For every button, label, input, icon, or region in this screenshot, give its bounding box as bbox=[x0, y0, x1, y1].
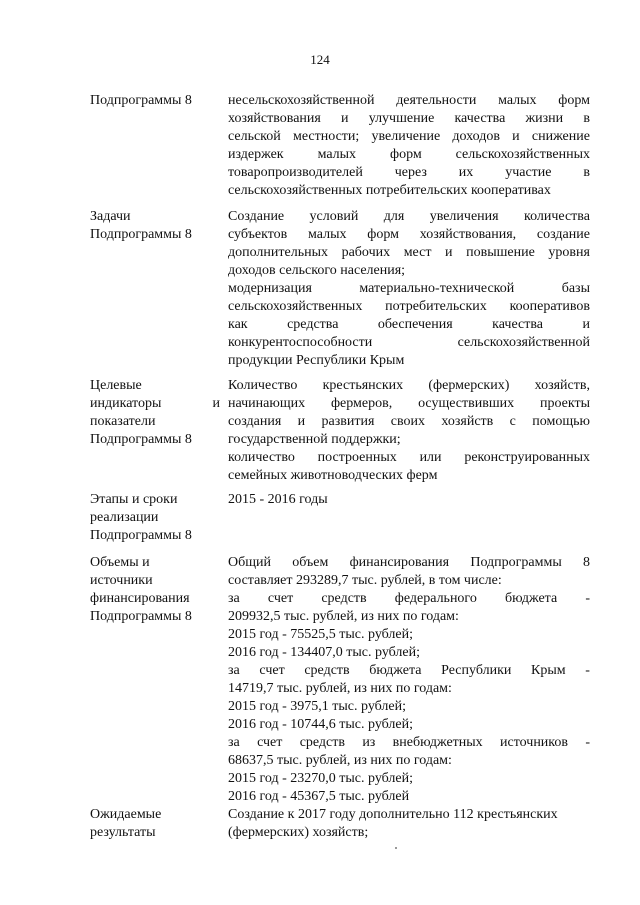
content-line: составляет 293289,7 тыс. рублей, в том числе: bbox=[228, 573, 502, 588]
label-line: Этапы и сроки bbox=[90, 492, 178, 507]
content-line bbox=[228, 146, 590, 164]
row-label bbox=[90, 554, 220, 626]
content-line bbox=[228, 449, 590, 467]
word: фермеров, bbox=[330, 396, 393, 411]
word: (фермерских) bbox=[428, 378, 510, 393]
word: сельскохозяйственных bbox=[455, 147, 590, 162]
content-line bbox=[228, 226, 590, 244]
word: за bbox=[228, 663, 240, 678]
content-line bbox=[228, 413, 590, 431]
word: несельскохозяйственной bbox=[228, 93, 375, 108]
word: сельскохозяйственных bbox=[228, 299, 363, 314]
word: построенных bbox=[317, 450, 397, 465]
word: из bbox=[362, 735, 376, 750]
word: осуществивших bbox=[418, 396, 515, 411]
word: для bbox=[383, 209, 405, 224]
word: Количество bbox=[228, 378, 298, 393]
word: проекты bbox=[539, 396, 590, 411]
word: развития bbox=[321, 414, 375, 429]
content-line: Создание к 2017 году дополнительно 112 крестьянских bbox=[228, 807, 558, 822]
row-content bbox=[228, 208, 590, 370]
word: средства bbox=[287, 317, 339, 332]
content-line: 2015 год - 23270,0 тыс. рублей; bbox=[228, 771, 414, 786]
label-line: Подпрограммы 8 bbox=[90, 93, 192, 108]
word: хозяйствования bbox=[228, 111, 321, 126]
word: участие bbox=[505, 165, 552, 180]
word: с bbox=[509, 414, 516, 429]
word: деятельности bbox=[396, 93, 477, 108]
word: товаропроизводителей bbox=[228, 165, 363, 180]
word: и bbox=[582, 317, 590, 332]
word: бюджета bbox=[369, 663, 422, 678]
word: источников bbox=[500, 735, 569, 750]
word: и bbox=[341, 111, 349, 126]
content-line: 2015 год - 75525,5 тыс. рублей; bbox=[228, 627, 414, 642]
word: субъектов bbox=[228, 227, 288, 242]
word: качества bbox=[454, 111, 506, 126]
word: форм bbox=[558, 93, 590, 108]
label-line: Ожидаемые bbox=[90, 807, 162, 822]
label-line: показатели bbox=[90, 414, 156, 429]
word: счет bbox=[267, 591, 294, 606]
word: средств bbox=[299, 735, 345, 750]
word: хозяйств, bbox=[534, 378, 590, 393]
content-line bbox=[228, 734, 590, 752]
content-line: 68637,5 тыс. рублей, из них по годам: bbox=[228, 753, 452, 768]
label-line: Подпрограммы 8 bbox=[90, 432, 192, 447]
word: за bbox=[228, 735, 240, 750]
word: объем bbox=[292, 555, 329, 570]
content-line: сельскохозяйственных потребительских кооперативах bbox=[228, 183, 551, 198]
word: увеличение bbox=[371, 129, 441, 144]
content-line bbox=[228, 110, 590, 128]
word: обеспечения bbox=[377, 317, 453, 332]
word: и bbox=[297, 414, 306, 429]
word: повышение bbox=[466, 245, 535, 260]
content-line: (фермерских) хозяйств; bbox=[228, 825, 369, 840]
content-line bbox=[228, 208, 590, 226]
row-content bbox=[228, 377, 590, 485]
content-line bbox=[228, 377, 590, 395]
word: и bbox=[512, 129, 520, 144]
word: финансирования bbox=[349, 555, 450, 570]
label-line: индикаторы и bbox=[90, 396, 220, 411]
word: - bbox=[585, 591, 590, 606]
word: снижение bbox=[531, 129, 590, 144]
word: мест bbox=[403, 245, 432, 260]
word: малых bbox=[498, 93, 537, 108]
label-line: Подпрограммы 8 bbox=[90, 528, 192, 543]
row-content bbox=[228, 92, 590, 200]
word: форм bbox=[390, 147, 422, 162]
word: условий bbox=[309, 209, 359, 224]
content-line bbox=[228, 334, 590, 352]
label-line: источники bbox=[90, 573, 153, 588]
row-content bbox=[228, 491, 590, 509]
content-line: семейных животноводческих ферм bbox=[228, 468, 438, 483]
word: Республики bbox=[441, 663, 512, 678]
content-line bbox=[228, 92, 590, 110]
row-label bbox=[90, 491, 220, 545]
word: создание bbox=[536, 227, 590, 242]
content-line: продукции Республики Крым bbox=[228, 353, 405, 368]
content-line: 2015 - 2016 годы bbox=[228, 492, 328, 507]
word: через bbox=[394, 165, 427, 180]
content-line bbox=[228, 128, 590, 146]
label-line: Целевые bbox=[90, 378, 142, 393]
word: их bbox=[458, 165, 474, 180]
row-content bbox=[228, 554, 590, 806]
content-line: 2016 год - 45367,5 тыс. рублей bbox=[228, 789, 410, 804]
row-label bbox=[90, 377, 220, 449]
word: - bbox=[585, 663, 590, 678]
content-line bbox=[228, 298, 590, 316]
word: крестьянских bbox=[322, 378, 404, 393]
label-line: Подпрограммы 8 bbox=[90, 609, 192, 624]
label-line: финансирования bbox=[90, 591, 190, 606]
content-line bbox=[228, 244, 590, 262]
word: доходов bbox=[452, 129, 500, 144]
word: жизни bbox=[525, 111, 564, 126]
word: средств bbox=[304, 663, 350, 678]
content-line bbox=[228, 395, 590, 413]
content-line: государственной поддержки; bbox=[228, 432, 401, 447]
page-number: 124 bbox=[310, 52, 330, 67]
word: количества bbox=[523, 209, 590, 224]
content-line: 14719,7 тыс. рублей, из них по годам: bbox=[228, 681, 452, 696]
content-line bbox=[228, 316, 590, 334]
word: начинающих bbox=[228, 396, 306, 411]
word: издержек bbox=[228, 147, 284, 162]
word: счет bbox=[257, 735, 283, 750]
word: материально-технической bbox=[359, 281, 515, 296]
word: рабочих bbox=[341, 245, 391, 260]
word: дополнительных bbox=[228, 245, 329, 260]
content-line: 2016 год - 134407,0 тыс. рублей; bbox=[228, 645, 421, 660]
word: улучшение bbox=[368, 111, 435, 126]
row-label bbox=[90, 806, 220, 842]
word: уровня bbox=[548, 245, 590, 260]
word: конкурентоспособности bbox=[228, 335, 373, 350]
word: модернизация bbox=[228, 281, 312, 296]
word: своих bbox=[390, 414, 426, 429]
word: хозяйств bbox=[441, 414, 494, 429]
content-line: 209932,5 тыс. рублей, из них по годам: bbox=[228, 609, 459, 624]
content-line bbox=[228, 662, 590, 680]
content-line bbox=[228, 164, 590, 182]
word: хозяйствования, bbox=[419, 227, 517, 242]
word: форм bbox=[367, 227, 400, 242]
label-line: Подпрограммы 8 bbox=[90, 227, 192, 242]
word: создания bbox=[228, 414, 282, 429]
word: реконструированных bbox=[464, 450, 590, 465]
label-line: реализации bbox=[90, 510, 159, 525]
content-line: 2016 год - 10744,6 тыс. рублей; bbox=[228, 717, 414, 732]
word: сельскохозяйственной bbox=[457, 335, 590, 350]
word: увеличения bbox=[429, 209, 499, 224]
word: или bbox=[419, 450, 442, 465]
content-line bbox=[228, 280, 590, 298]
word: качества bbox=[492, 317, 543, 332]
word: базы bbox=[561, 281, 590, 296]
label-line: Объемы и bbox=[90, 555, 150, 570]
row-label bbox=[90, 92, 220, 110]
word: за bbox=[228, 591, 240, 606]
word: малых bbox=[317, 147, 357, 162]
word: и bbox=[445, 245, 453, 260]
word: сельской bbox=[228, 129, 281, 144]
word: средств bbox=[321, 591, 367, 606]
content-line bbox=[228, 554, 590, 572]
word: - bbox=[585, 735, 590, 750]
content-line bbox=[228, 590, 590, 608]
word: Крым bbox=[531, 663, 566, 678]
word: местности; bbox=[292, 129, 360, 144]
word: Общий bbox=[228, 555, 271, 570]
word: 8 bbox=[582, 555, 590, 570]
word: в bbox=[583, 165, 590, 180]
row-content bbox=[228, 806, 590, 842]
word: кооперативов bbox=[509, 299, 590, 314]
label-line: результаты bbox=[90, 825, 156, 840]
word: количество bbox=[228, 450, 295, 465]
label-line: Задачи bbox=[90, 209, 131, 224]
word: потребительских bbox=[385, 299, 487, 314]
word: как bbox=[228, 317, 248, 332]
word: Создание bbox=[228, 209, 285, 224]
row-label bbox=[90, 208, 220, 244]
word: Подпрограммы bbox=[470, 555, 562, 570]
scan-speck bbox=[395, 847, 397, 849]
content-line: 2015 год - 3975,1 тыс. рублей; bbox=[228, 699, 407, 714]
word: помощью bbox=[532, 414, 590, 429]
word: федерального bbox=[394, 591, 477, 606]
word: малых bbox=[308, 227, 347, 242]
word: в bbox=[583, 111, 590, 126]
word: внебюджетных bbox=[392, 735, 483, 750]
content-line: доходов сельского населения; bbox=[228, 263, 406, 278]
word: счет bbox=[259, 663, 285, 678]
word: бюджета bbox=[504, 591, 558, 606]
